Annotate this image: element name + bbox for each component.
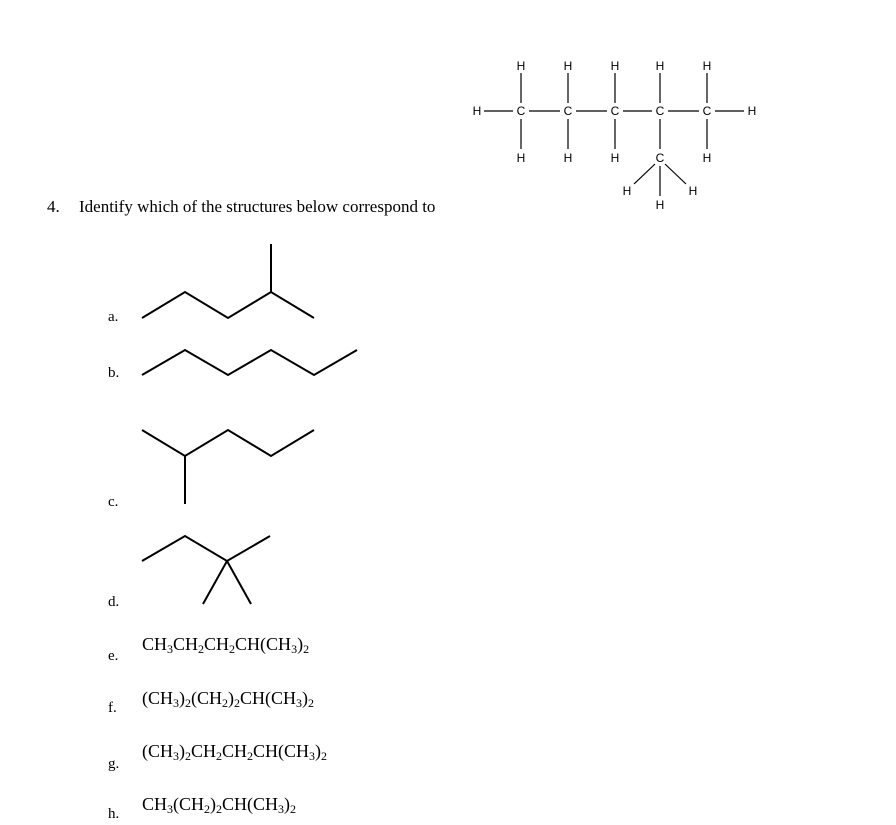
formula-f: $(CH_3)_2(CH_2)_2CH(CH_3)_2$ [142, 688, 315, 710]
atom-h: H [610, 59, 620, 73]
skeletal-structure-c [142, 430, 314, 456]
atom-h: H [610, 151, 620, 165]
question-text: Identify which of the structures below correspond to [79, 197, 436, 216]
skeletal-structure-a [142, 292, 314, 318]
atom-c: C [655, 104, 665, 118]
atom-c: C [655, 151, 665, 165]
formula-e: $CH_3CH_2CH_2CH(CH_3)_2$ [142, 634, 310, 656]
atom-c: C [702, 104, 712, 118]
option-label-f: f. [108, 700, 117, 716]
atom-c: C [563, 104, 573, 118]
option-label-g: g. [108, 756, 120, 772]
skeletal-structure-d [142, 536, 270, 561]
atom-h: H [655, 198, 665, 212]
atom-h: H [622, 184, 632, 198]
atom-h: H [655, 59, 665, 73]
option-label-c: c. [108, 494, 119, 510]
formula-h: $CH_3(CH_2)_2CH(CH_3)_2$ [142, 794, 297, 816]
option-label-h: h. [108, 806, 120, 822]
option-label-d: d. [108, 594, 120, 610]
atom-h: H [702, 59, 712, 73]
question-number: 4. [47, 197, 60, 216]
atom-h: H [688, 184, 698, 198]
atom-c: C [610, 104, 620, 118]
atom-h: H [516, 59, 526, 73]
option-label-e: e. [108, 648, 119, 664]
atom-h: H [516, 151, 526, 165]
atom-c: C [516, 104, 526, 118]
option-label-a: a. [108, 309, 119, 325]
skeletal-structure-b [142, 350, 357, 375]
atom-h: H [472, 104, 482, 118]
atom-h: H [563, 151, 573, 165]
atom-h: H [747, 104, 757, 118]
atom-h: H [702, 151, 712, 165]
atom-h: H [563, 59, 573, 73]
option-label-b: b. [108, 365, 120, 381]
formula-g: $(CH_3)_2CH_2CH_2CH(CH_3)_2$ [142, 741, 328, 763]
